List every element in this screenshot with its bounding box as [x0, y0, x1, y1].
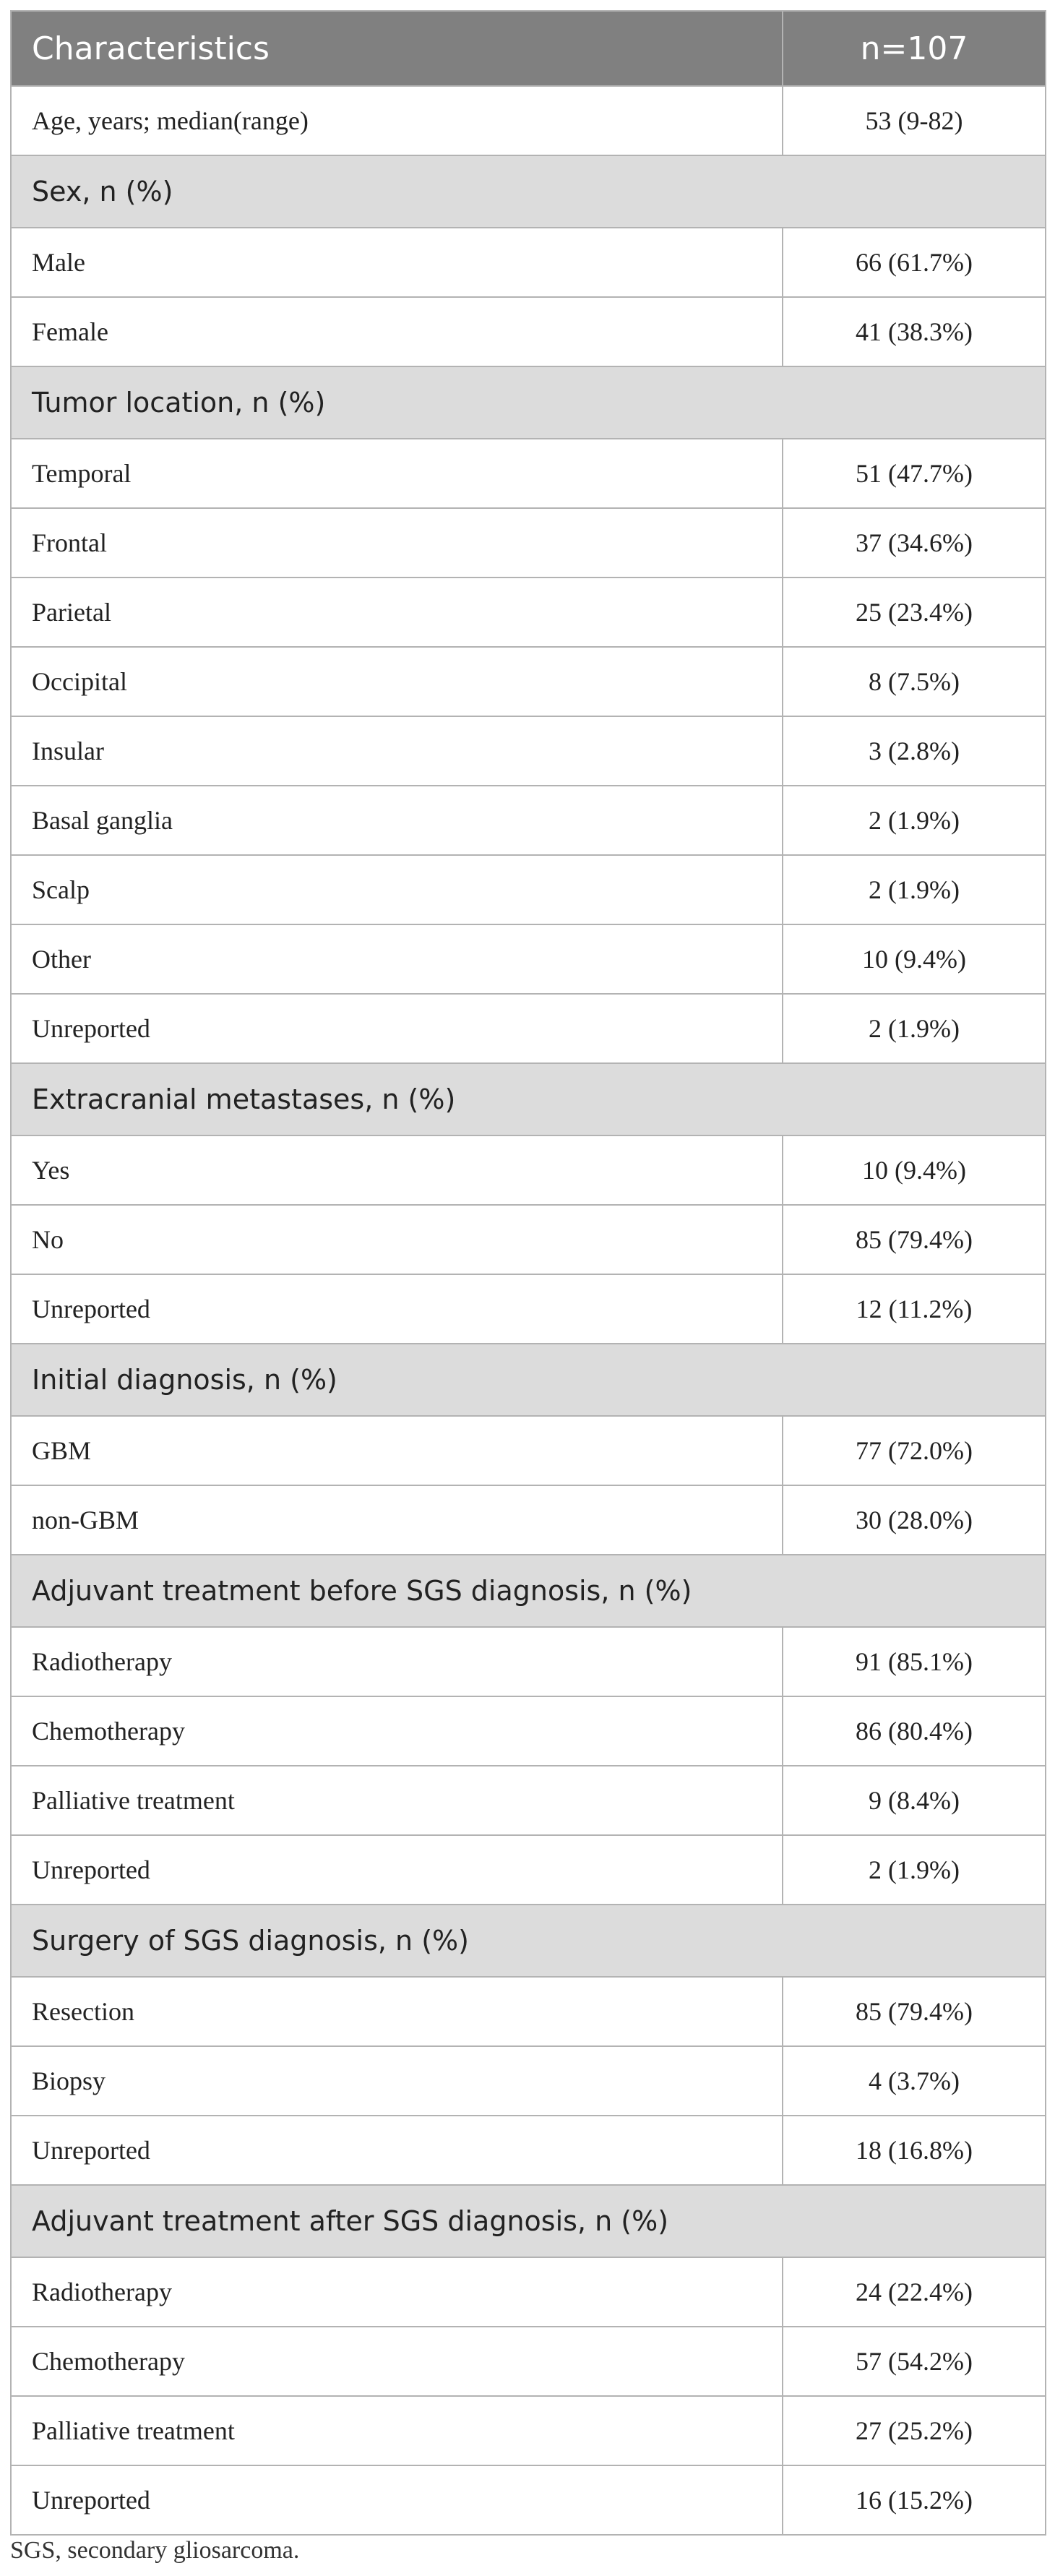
section-header-row — [11, 155, 1046, 228]
section-header-row — [11, 2185, 1046, 2257]
table-row — [11, 2257, 1046, 2327]
row-value: 3 (2.8%) — [783, 716, 1046, 786]
section-header-row — [11, 1063, 1046, 1135]
section-label: Extracranial metastases, n (%) — [11, 1063, 1046, 1135]
table-row — [11, 2465, 1046, 2535]
row-label: No — [11, 1205, 783, 1274]
table-row — [11, 578, 1046, 647]
row-label: Unreported — [11, 2116, 783, 2185]
row-value: 85 (79.4%) — [783, 1977, 1046, 2046]
section-label: Adjuvant treatment after SGS diagnosis, n (%) — [11, 2185, 1046, 2257]
section-label: Sex, n (%) — [11, 155, 1046, 228]
table-row — [11, 716, 1046, 786]
table-row — [11, 439, 1046, 508]
row-value: 9 (8.4%) — [783, 1766, 1046, 1835]
table-row — [11, 86, 1046, 155]
row-label: Male — [11, 228, 783, 297]
row-value: 10 (9.4%) — [783, 1135, 1046, 1205]
table-row — [11, 2116, 1046, 2185]
row-value: 66 (61.7%) — [783, 228, 1046, 297]
row-value: 37 (34.6%) — [783, 508, 1046, 578]
row-value: 53 (9-82) — [783, 86, 1046, 155]
section-header-row — [11, 1555, 1046, 1627]
row-label: Scalp — [11, 855, 783, 924]
row-label: Frontal — [11, 508, 783, 578]
header-n-total: n=107 — [783, 11, 1046, 86]
table-row — [11, 994, 1046, 1063]
section-header-row — [11, 1905, 1046, 1977]
row-label: non-GBM — [11, 1485, 783, 1555]
row-label: GBM — [11, 1416, 783, 1485]
row-value: 85 (79.4%) — [783, 1205, 1046, 1274]
table-row — [11, 2396, 1046, 2465]
row-value: 8 (7.5%) — [783, 647, 1046, 716]
section-label: Adjuvant treatment before SGS diagnosis, n (%) — [11, 1555, 1046, 1627]
row-label: Age, years; median(range) — [11, 86, 783, 155]
row-value: 24 (22.4%) — [783, 2257, 1046, 2327]
row-label: Occipital — [11, 647, 783, 716]
row-label: Chemotherapy — [11, 2327, 783, 2396]
row-label: Radiotherapy — [11, 2257, 783, 2327]
table-row — [11, 1977, 1046, 2046]
table-row — [11, 2046, 1046, 2116]
table-row — [11, 1485, 1046, 1555]
table-row — [11, 786, 1046, 855]
characteristics-table — [10, 10, 1046, 2536]
row-value: 18 (16.8%) — [783, 2116, 1046, 2185]
row-value: 2 (1.9%) — [783, 1835, 1046, 1905]
row-value: 27 (25.2%) — [783, 2396, 1046, 2465]
row-value: 16 (15.2%) — [783, 2465, 1046, 2535]
row-label: Unreported — [11, 2465, 783, 2535]
row-value: 4 (3.7%) — [783, 2046, 1046, 2116]
table-row — [11, 297, 1046, 366]
row-label: Unreported — [11, 1274, 783, 1344]
table-row — [11, 1416, 1046, 1485]
row-value: 30 (28.0%) — [783, 1485, 1046, 1555]
row-label: Female — [11, 297, 783, 366]
table-row — [11, 924, 1046, 994]
section-label: Surgery of SGS diagnosis, n (%) — [11, 1905, 1046, 1977]
table-header-row — [11, 11, 1046, 86]
row-label: Yes — [11, 1135, 783, 1205]
row-value: 91 (85.1%) — [783, 1627, 1046, 1696]
table-row — [11, 2327, 1046, 2396]
table-row — [11, 228, 1046, 297]
characteristics-table-container — [10, 10, 1045, 2536]
row-label: Palliative treatment — [11, 2396, 783, 2465]
row-label: Resection — [11, 1977, 783, 2046]
table-row — [11, 1696, 1046, 1766]
table-row — [11, 855, 1046, 924]
table-row — [11, 1835, 1046, 1905]
row-label: Other — [11, 924, 783, 994]
table-row — [11, 1274, 1046, 1344]
table-footnote: SGS, secondary gliosarcoma. — [10, 2537, 300, 2564]
table-row — [11, 1135, 1046, 1205]
row-label: Unreported — [11, 994, 783, 1063]
section-header-row — [11, 1344, 1046, 1416]
section-label: Tumor location, n (%) — [11, 366, 1046, 439]
row-value: 41 (38.3%) — [783, 297, 1046, 366]
row-value: 25 (23.4%) — [783, 578, 1046, 647]
row-label: Basal ganglia — [11, 786, 783, 855]
row-label: Chemotherapy — [11, 1696, 783, 1766]
row-label: Biopsy — [11, 2046, 783, 2116]
table-row — [11, 1766, 1046, 1835]
table-body — [11, 86, 1046, 2535]
header-characteristics: Characteristics — [11, 11, 783, 86]
row-value: 12 (11.2%) — [783, 1274, 1046, 1344]
row-label: Palliative treatment — [11, 1766, 783, 1835]
row-value: 2 (1.9%) — [783, 855, 1046, 924]
row-label: Unreported — [11, 1835, 783, 1905]
table-row — [11, 508, 1046, 578]
row-value: 2 (1.9%) — [783, 994, 1046, 1063]
table-row — [11, 1627, 1046, 1696]
row-value: 77 (72.0%) — [783, 1416, 1046, 1485]
row-value: 57 (54.2%) — [783, 2327, 1046, 2396]
row-label: Temporal — [11, 439, 783, 508]
row-label: Radiotherapy — [11, 1627, 783, 1696]
row-value: 2 (1.9%) — [783, 786, 1046, 855]
row-value: 86 (80.4%) — [783, 1696, 1046, 1766]
table-row — [11, 647, 1046, 716]
row-value: 10 (9.4%) — [783, 924, 1046, 994]
section-label: Initial diagnosis, n (%) — [11, 1344, 1046, 1416]
table-row — [11, 1205, 1046, 1274]
row-label: Insular — [11, 716, 783, 786]
row-label: Parietal — [11, 578, 783, 647]
row-value: 51 (47.7%) — [783, 439, 1046, 508]
section-header-row — [11, 366, 1046, 439]
